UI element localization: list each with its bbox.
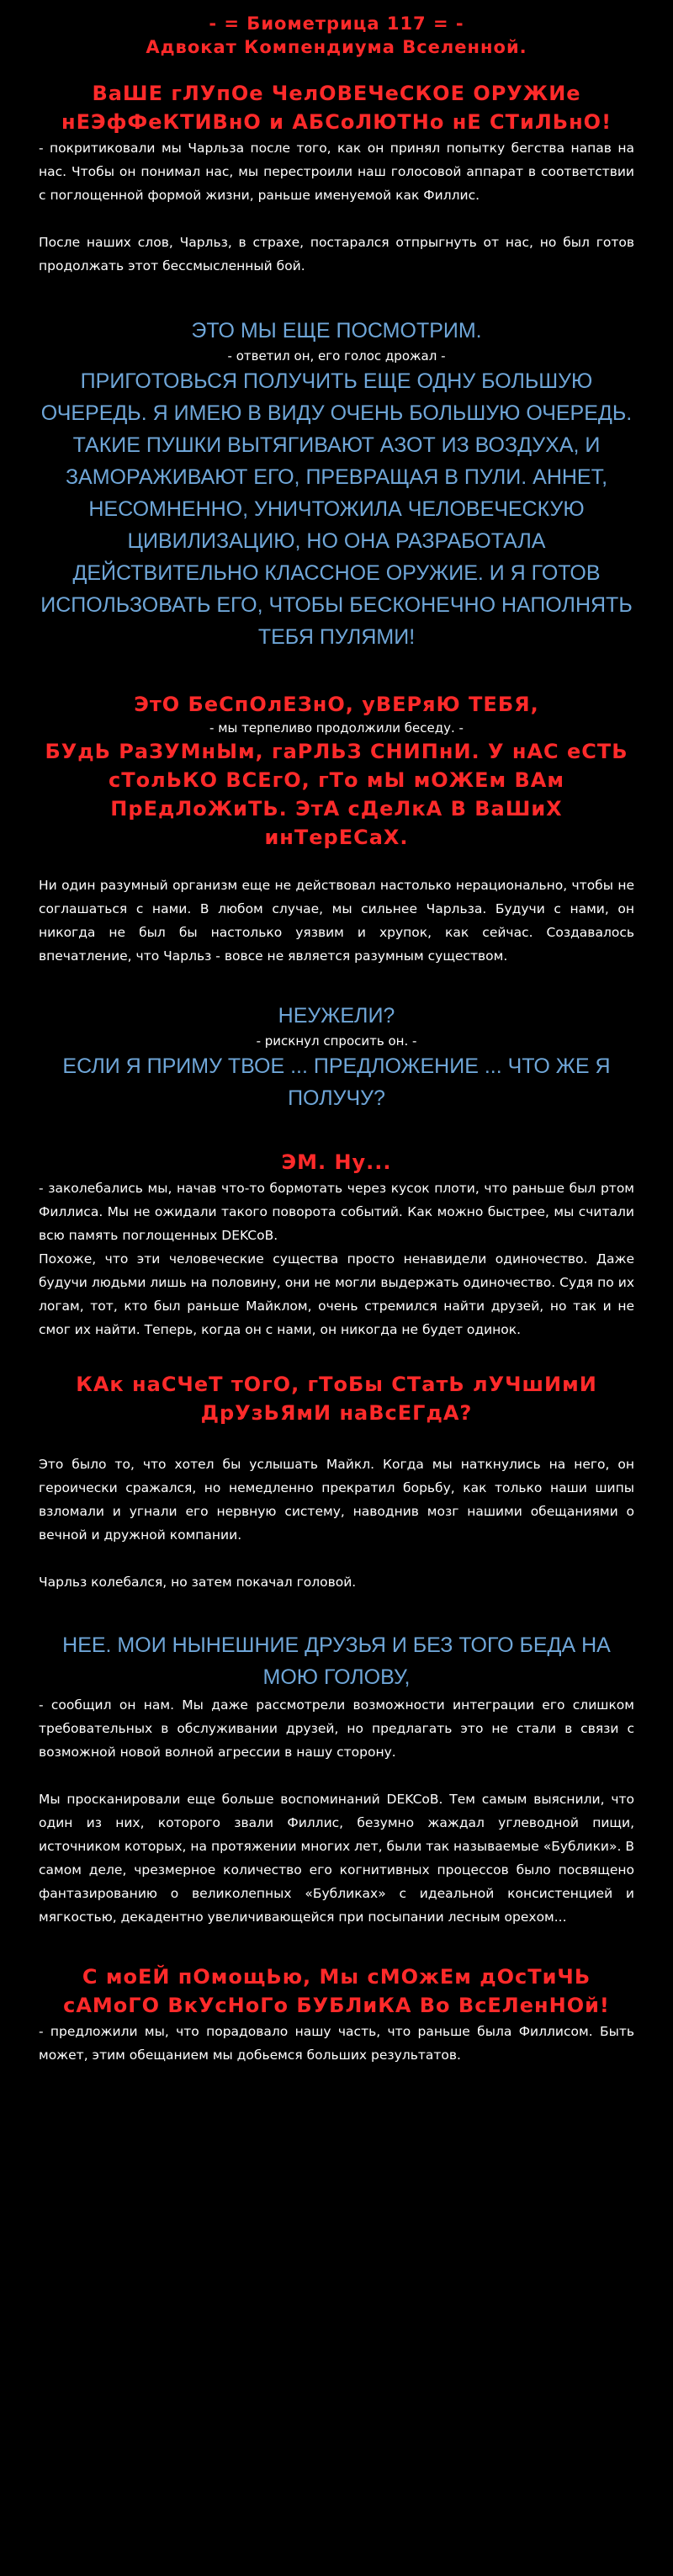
alien-speech: ЭтО БеСпОлЕЗнО, уВЕРяЮ ТЕБЯ, xyxy=(134,693,539,716)
narration-paragraph: Чарльз колебался, но затем покачал головой. xyxy=(39,1575,357,1590)
narration-paragraph: - заколебались мы, начав что-то бормотать через кусок плоти, что раньше был ртом Филлиса. Мы не ожидали такого поворота событий. Как можно быстрее, мы считали всю память поглощенных DEKCоВ. xyxy=(39,1181,634,1243)
charles-speech: ПРИГОТОВЬСЯ ПОЛУЧИТЬ ЕЩЕ ОДНУ БОЛЬШУЮ ОЧЕРЕДЬ. Я ИМЕЮ В ВИДУ ОЧЕНЬ БОЛЬШУЮ ОЧЕРЕДЬ. ТАКИЕ ПУШКИ ВЫТЯГИВАЮТ АЗОТ ИЗ ВОЗДУХА, И ЗАМОРАЖИВАЮТ ЕГО, ПРЕВРАЩАЯ В ПУЛИ. АННЕТ, НЕСОМНЕННО, УНИЧТОЖИЛА ЧЕЛОВЕЧЕСКУЮ ЦИВИЛИЗАЦИЮ, НО ОНА РАЗРАБОТАЛА ДЕЙСТВИТЕЛЬНО КЛАССНОЕ ОРУЖИЕ. И Я ГОТОВ ИСПОЛЬЗОВАТЬ ЕГО, ЧТОБЫ БЕСКОНЕЧНО НАПОЛНЯТЬ ТЕБЯ ПУЛЯМИ! xyxy=(40,369,633,649)
alien-speech: ЭМ. Ну... xyxy=(281,1150,392,1174)
speech-tag: - мы терпеливо продолжили беседу. - xyxy=(209,720,464,736)
alien-speech-weapon-critique: ВаШЕ гЛУпОе ЧелОВЕЧеСКОЕ ОРУЖИе нЕЭфФеКТИВнО и АБСоЛЮТНо нЕ СТиЛЬнО! xyxy=(61,82,612,134)
charles-speech: НЕУЖЕЛИ? xyxy=(278,1004,395,1028)
charles-speech: ЕСЛИ Я ПРИМУ ТВОЕ ... ПРЕДЛОЖЕНИЕ ... ЧТО ЖЕ Я ПОЛУЧУ? xyxy=(62,1054,611,1110)
narration-paragraph: - покритиковали мы Чарльза после того, как он принял попытку бегства напав на нас. Чтобы он понимал нас, мы перестроили наш голосовой аппарат в соответствии с поглощенной формой жизни, раньше именуемой как Филлис. xyxy=(39,141,634,203)
narration-paragraph: Это было то, что хотел бы услышать Майкл. Когда мы наткнулись на него, он героически сражался, но немедленно прекратил борьбу, как только наши шипы взломали и угнали его нервную систему, наводнив мозг нашими обещаниями о вечной и дружной компании. xyxy=(39,1457,634,1543)
narration-paragraph: Похоже, что эти человеческие существа просто ненавидели одиночество. Даже будучи людьми лишь на половину, они не могли выдержать одиночество. Судя по их логам, тот, кто был раньше Майклом, очень стремился найти друзей, но так и не смог их найти. Теперь, когда он с нами, он никогда не будет одинок. xyxy=(39,1251,634,1337)
alien-speech: БУдЬ РаЗУМнЫм, гаРЛЬЗ СНИПнИ. У нАС еСТЬ сТолЬКО ВСЕгО, гТо мЫ мОЖЕм ВАм ПрЕдЛоЖиТЬ. ЭтА сДеЛкА В ВаШиХ инТерЕСаХ. xyxy=(45,740,628,849)
charles-speech: НЕЕ. МОИ НЫНЕШНИЕ ДРУЗЬЯ И БЕЗ ТОГО БЕДА НА МОЮ ГОЛОВУ, xyxy=(62,1633,611,1689)
narration-paragraph: - сообщил он нам. Мы даже рассмотрели возможности интеграции его слишком требовательных в обслуживании друзей, но предлагать это не стали в связи с возможной новой волной агрессии в нашу сторону. xyxy=(39,1697,634,1760)
narration-paragraph: После наших слов, Чарльз, в страхе, постарался отпрыгнуть от нас, но был готов продолжать этот бессмысленный бой. xyxy=(39,235,634,274)
narration-paragraph: - предложили мы, что порадовало нашу часть, что раньше была Филлисом. Быть может, этим обещанием мы добьемся больших результатов. xyxy=(39,2024,634,2063)
alien-speech: КАк наСЧеТ тОгО, гТоБы СТатЬ лУЧшИмИ ДрУзЬЯмИ наВсЕГдА? xyxy=(76,1373,597,1425)
speech-tag: - ответил он, его голос дрожал - xyxy=(227,348,446,364)
narration-paragraph: Ни один разумный организм еще не действовал настолько нерационально, чтобы не соглашаться с нами. В любом случае, мы сильнее Чарльза. Будучи с нами, он никогда не был бы настолько уязвим и хрупок, как сейчас. Создавалось впечатление, что Чарльз - вовсе не является разумным существом. xyxy=(39,878,634,964)
speech-tag: - рискнул спросить он. - xyxy=(256,1033,417,1049)
alien-speech: С моЕЙ пОмощЬю, Мы сМОжЕм дОсТиЧЬ сАМоГО ВкУсНоГо БУБЛиКА Во ВсЕЛенНОй! xyxy=(63,1965,610,2017)
header-subtitle: Адвокат Компендиума Вселенной. xyxy=(146,37,527,57)
header-title: - = Биометрица 117 = - xyxy=(209,13,464,34)
narration-paragraph: Мы просканировали еще больше воспоминаний DEKCоВ. Тем самым выяснили, что один из них, которого звали Филлис, безумно жаждал углеводной пищи, источником которых, на протяжении многих лет, были так называемые «Бублики». В самом деле, чрезмерное количество его когнитивных процессов было посвящено фантазированию о великолепных «Бубликах» с идеальной консистенцией и мягкостью, декадентно увеличивающейся при посыпании лесным орехом... xyxy=(39,1792,634,1925)
charles-speech: ЭТО МЫ ЕЩЕ ПОСМОТРИМ. xyxy=(191,319,482,343)
